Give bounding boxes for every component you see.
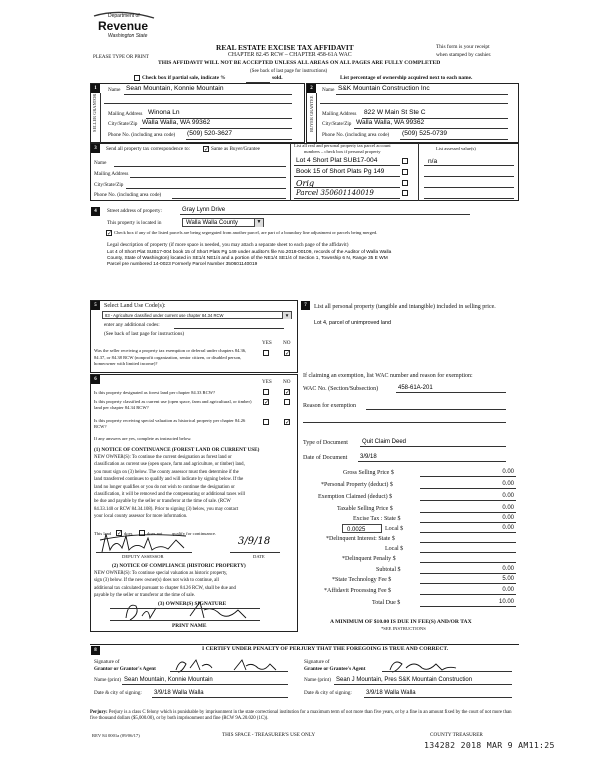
same-as-buyer-checkbox[interactable]: ✓: [204, 146, 210, 153]
seller-city[interactable]: Walla Walla, WA 99362: [142, 119, 211, 126]
notice-continuance-line: NEW OWNER(S): To continue the current designation as forest land or: [94, 455, 232, 460]
wac-label: WAC No. (Section/Subsection): [303, 386, 379, 392]
s3-city-label: City/State/Zip: [94, 182, 124, 188]
affidavit-fee-label: *Affidavit Processing Fee $: [324, 588, 392, 594]
parcel-header-2: numbers – check box if personal property: [304, 149, 381, 154]
q-complete: If any answers are yes, complete as instructed below.: [94, 436, 192, 441]
notice-continuance-title: (1) NOTICE OF CONTINUANCE (FOREST LAND OR CURRENT USE): [94, 447, 260, 453]
same-as-buyer-label: Same as Buyer/Grantee: [211, 146, 260, 152]
treasurer-space: THIS SPACE - TREASURER'S USE ONLY: [222, 732, 316, 738]
taxable-label: Taxable Selling Price $: [337, 506, 393, 512]
notice-compliance-line: sign (3) below. If the new owner(s) does not wish to continue, all: [94, 578, 219, 584]
grantor-name[interactable]: Sean Mountain, Konnie Mountain: [124, 677, 213, 683]
personal-value[interactable]: 0.00: [502, 481, 514, 487]
section-6-number: 6: [91, 375, 100, 384]
notice-continuance-line: your local county assessor for more information.: [94, 514, 188, 520]
parcel-4-personal-checkbox[interactable]: [402, 190, 408, 196]
grantee-name[interactable]: Sean J Mountain, Pres S&K Mountain Construction: [336, 677, 473, 683]
s6-no: NO: [283, 379, 291, 385]
buyer-address-label: Mailing Address: [322, 111, 357, 117]
delinquent-local-label: Local $: [385, 546, 404, 552]
wac-value[interactable]: 458-61A-201: [398, 385, 433, 391]
exemption-label: If claiming an exemption, list WAC number and reason for exemption:: [303, 373, 473, 379]
buyer-phone[interactable]: (509) 525-0739: [402, 130, 448, 137]
print-note: PLEASE TYPE OR PRINT: [93, 55, 149, 60]
does-checkbox[interactable]: ✓: [117, 530, 123, 537]
located-label: This property is located in: [107, 220, 162, 226]
form-title: REAL ESTATE EXCISE TAX AFFIDAVIT: [216, 43, 354, 52]
qualify-label: qualify for continuance.: [172, 531, 217, 536]
sold-label: sold.: [272, 75, 283, 81]
local-rate-box[interactable]: [342, 524, 382, 533]
legal-line-2[interactable]: County, State of Washington) located in SE1/4 NE1/4 and a portion of the NE1/4 SE1/4 of Section 1, Township 6 N, Range 35 E WM: [107, 256, 388, 261]
section-5-number: 5: [91, 301, 100, 310]
notice-continuance-line: classification as current use (open space, farm and agriculture, or timber) land,: [94, 462, 245, 468]
personal-label: *Personal Property (deduct) $: [321, 482, 393, 488]
section-4: [90, 203, 519, 295]
additional-codes-label: enter any additional codes:: [104, 322, 160, 328]
grantee-signature: [384, 656, 484, 676]
buyer-name[interactable]: S&K Mountain Construction Inc: [338, 85, 430, 92]
exempt-no-checkbox[interactable]: ✓: [285, 350, 291, 357]
form-subtitle: CHAPTER 82.45 RCW – CHAPTER 458-61A WAC: [228, 52, 352, 58]
print-name-label: PRINT NAME: [172, 623, 207, 629]
form-warning: THIS AFFIDAVIT WILL NOT BE ACCEPTED UNLESS ALL AREAS ON ALL PAGES ARE FULLY COMPLETED: [158, 60, 441, 66]
subtotal-value[interactable]: 0.00: [502, 566, 514, 572]
q-forest: Is this property designated as forest land per chapter 84.33 RCW?: [94, 390, 216, 395]
minimum-note: A MINIMUM OF $10.00 IS DUE IN FEE(S) AND/OR TAX: [330, 619, 472, 625]
historic-yes-checkbox[interactable]: [263, 419, 269, 425]
grantor-date[interactable]: 3/9/18 Walla Walla: [154, 690, 204, 696]
legal-line-1[interactable]: Lot 4 of Short Plat SUB17-004 book 15 of Short Plats Pg 149 under auditor's file No.2018-00109, records of the Auditor of Walla Walla: [107, 250, 392, 255]
grantee-sig-label-1: Signature of: [304, 659, 330, 665]
grantor-date-label: Date & city of signing:: [94, 690, 142, 696]
deputy-assessor-label: DEPUTY ASSESSOR: [122, 554, 164, 559]
parcel-3[interactable]: Orig: [296, 179, 315, 188]
tech-fee-label: *State Technology Fee $: [332, 577, 392, 583]
ownership-note: List percentage of ownership acquired next to each name.: [340, 75, 473, 81]
section-1-number: 1: [91, 84, 100, 93]
partial-sale-label: Check box if partial sale, indicate %: [142, 75, 226, 81]
street-address[interactable]: Gray Lynn Drive: [182, 207, 226, 213]
segregated-checkbox[interactable]: ✓: [107, 230, 113, 237]
seller-address-label: Mailing Address: [108, 111, 143, 117]
legal-label: Legal description of property (if more space is needed, you may attach a separate sheet to each page of the affidavit): [107, 242, 349, 248]
assessed-value[interactable]: n/a: [428, 158, 438, 165]
notice-compliance-line: NEW OWNER(S): To continue special valuation as historic property,: [94, 571, 228, 576]
state-tax-label: Excise Tax : State $: [353, 516, 401, 522]
s5-see-back: (See back of last page for instructions): [104, 331, 185, 337]
see-back-note: (See back of last page for instructions): [250, 69, 328, 74]
see-instructions: *SEE INSTRUCTIONS: [381, 626, 426, 631]
parcel-3-personal-checkbox[interactable]: [402, 180, 408, 186]
seller-city-label: City/State/Zip: [108, 121, 138, 127]
notice-continuance-line: you must sign on (3) below. The county assessor must then determine if the: [94, 469, 239, 475]
send-tax-label: Send all property tax correspondence to:: [106, 146, 190, 152]
s3-phone-label: Phone No. (including area code): [94, 192, 162, 198]
notice-continuance-line: be due and payable by the seller or transferor at the time of sale. (RCW: [94, 499, 231, 505]
grantee-date[interactable]: 3/9/18 Walla Walla: [366, 690, 416, 696]
q-current: Is this property classified as current use (open space, farm and agricultural, or timber) land per chapter 84.34 RCW?: [94, 399, 252, 411]
forest-no-checkbox[interactable]: ✓: [285, 389, 291, 396]
seller-side-label: SELLER GRANTOR: [92, 93, 97, 132]
buyer-name-label: Name: [322, 87, 335, 93]
legal-line-3[interactable]: Parcel pre numbered 14-0023 Formerly Parcel Number 350601140019: [107, 262, 258, 267]
buyer-side-label: BUYER GRANTEE: [309, 95, 314, 132]
parcel-header-1: List all real and personal property tax parcel account: [294, 143, 391, 148]
does-label: does: [124, 531, 133, 536]
local-tax-label: Local $: [385, 526, 404, 532]
notice-compliance-line: additional tax calculated pursuant to chapter 84.26 RCW, shall be due and: [94, 585, 236, 591]
chevron-down-icon: ▼: [254, 219, 263, 227]
grantor-name-label: Name (print): [94, 677, 121, 683]
delinquent-state-label: *Delinquent Interest: State $: [326, 536, 395, 542]
exemption-claimed-value[interactable]: 0.00: [502, 493, 514, 499]
segregated-label: Check box if any of the listed parcels are being segregated from another parcel, are part of a boundary line adjustment or parcels being merged.: [114, 230, 378, 235]
grantor-sig-label-2: Grantor or Grantor's Agent: [94, 666, 156, 672]
taxable-value[interactable]: 0.00: [502, 505, 514, 511]
q-historic: Is this property receiving special valuation as historical property per chapter 84.26 RCW?: [94, 418, 246, 430]
exemption-claimed-label: Exemption Claimed (deduct) $: [318, 494, 393, 500]
buyer-phone-label: Phone No. (including area code): [322, 132, 390, 138]
grantor-signature: [172, 656, 292, 676]
land-use-chevron-icon: ▼: [282, 312, 291, 319]
exemption-reason-label: Reason for exemption: [303, 403, 356, 409]
buyer-address[interactable]: 822 W Main St Ste C: [364, 109, 426, 116]
assessor-date-label: DATE: [253, 554, 265, 559]
grantee-date-label: Date & city of signing:: [304, 690, 352, 696]
parcel-2-personal-checkbox[interactable]: [402, 169, 408, 175]
tech-fee-value[interactable]: 5.00: [502, 576, 514, 582]
notice-compliance-line: payable by the seller or transferor at the time of sale.: [94, 593, 196, 599]
notice-compliance-title: (2) NOTICE OF COMPLIANCE (HISTORIC PROPERTY): [112, 563, 246, 569]
notice-continuance-line: land transferred continues to qualify and will indicate by signing below. If the: [94, 477, 244, 483]
notice-continuance-line: classification, it will be removed and the compensating or additional taxes will: [94, 492, 246, 497]
county-treasurer: COUNTY TREASURER: [430, 732, 483, 738]
land-use-select[interactable]: [102, 311, 292, 319]
perjury-label: Perjury:: [90, 710, 108, 715]
receipt-note-2: when stamped by cashier.: [436, 52, 492, 58]
land-use-label: Select Land Use Code(s):: [104, 303, 166, 309]
parcel-4[interactable]: Parcel 350601140019: [296, 189, 374, 197]
certify-text: I CERTIFY UNDER PENALTY OF PERJURY THAT THE FOREGOING IS TRUE AND CORRECT.: [202, 646, 449, 652]
grantee-sig-label-2: Grantee or Grantee's Agent: [304, 666, 366, 672]
s3-address-label: Mailing Address: [94, 171, 129, 177]
seller-name[interactable]: Sean Mountain, Konnie Mountain: [126, 85, 224, 92]
receipt-note-1: This form is your receipt: [436, 44, 490, 50]
s3-name-label: Name: [94, 160, 107, 166]
perjury-text-2: a fine in an amount fixed by the court of not more than five thousand dollars ($5,000.00), or by both imprisonment and fine (RCW 9A.20.020 (1C)).: [90, 710, 512, 722]
land-line-label: This land: [94, 531, 112, 536]
logo-state: Washington State: [108, 33, 148, 39]
assessed-header: List assessed value(s): [436, 146, 476, 151]
grantor-sig-label-1: Signature of: [94, 659, 120, 665]
historic-no-checkbox[interactable]: ✓: [285, 419, 291, 426]
parcel-1[interactable]: Lot 4 Short Plat SUB17-004: [296, 157, 378, 164]
s5-no: NO: [283, 340, 291, 346]
logo-revenue: Revenue: [98, 19, 149, 33]
current-no-checkbox[interactable]: [284, 399, 290, 405]
doc-date[interactable]: 3/9/18: [360, 454, 377, 460]
county-select[interactable]: [182, 218, 264, 227]
assessor-date[interactable]: 3/9/18: [238, 536, 271, 547]
section-3-number: 3: [91, 144, 100, 153]
buyer-city-label: City/State/Zip: [322, 121, 352, 127]
affidavit-fee-value[interactable]: 0.00: [502, 587, 514, 593]
dor-logo: [90, 10, 160, 46]
section-8-number: 8: [91, 646, 100, 655]
current-yes-checkbox[interactable]: ✓: [264, 399, 270, 406]
land-use-code: 83 - Agriculture classified under current use chapter 84.34 RCW: [105, 312, 224, 318]
section-7-number: 7: [301, 301, 310, 310]
section-2-number: 2: [307, 84, 316, 93]
doc-date-label: Date of Document: [303, 455, 348, 461]
parcel-1-personal-checkbox[interactable]: [402, 158, 408, 164]
delinquent-penalty-label: *Delinquent Penalty $: [342, 556, 396, 562]
grantee-name-label: Name (print): [304, 677, 331, 683]
gross-label: Gross Selling Price $: [343, 470, 394, 476]
forest-yes-checkbox[interactable]: [263, 389, 269, 395]
exempt-question: Was the seller receiving a property tax exemption or deferral under chapters 84.36, 84.37, or 84.38 RCW (nonprofit organization, senior citizen, or disabled person, homeowner with limited income)?: [94, 348, 247, 367]
seller-name-label: Name: [108, 87, 121, 93]
doc-type[interactable]: Quit Claim Deed: [362, 439, 407, 445]
personal-property-label: List all personal property (tangible and intangible) included in selling price.: [314, 304, 496, 310]
seller-phone[interactable]: (509) 520-3627: [187, 130, 233, 137]
perjury-text: Perjury is a class C felony which is punishable by imprisonment in the state correctional institution for a maximum term of not more than five years, or by: [108, 710, 406, 715]
seller-address[interactable]: Winona Ln: [148, 109, 180, 116]
seller-phone-label: Phone No. (including area code): [108, 132, 176, 138]
partial-sale-checkbox[interactable]: [134, 75, 140, 81]
notice-continuance-line: 84.33.140 or RCW 84.34.108). Prior to signing (3) below, you may contact: [94, 506, 239, 512]
buyer-city[interactable]: Walla Walla, WA 99362: [356, 119, 425, 126]
perjury-notice: [90, 710, 519, 723]
exempt-yes-checkbox[interactable]: [263, 350, 269, 356]
s5-yes: YES: [262, 340, 272, 346]
county-value: Walla Walla County: [186, 220, 238, 226]
state-tax-value[interactable]: 0.00: [502, 515, 514, 521]
total-due-label: Total Due $: [372, 600, 401, 606]
parcel-2[interactable]: Book 15 of Short Plats Pg 149: [296, 168, 385, 175]
s6-yes: YES: [262, 379, 272, 385]
does-not-label: does not: [147, 531, 163, 536]
treasurer-stamp: 134282 2018 MAR 9 AM11:25: [424, 740, 555, 750]
personal-property-value[interactable]: Lot 4, parcel of unimproved land: [314, 320, 392, 326]
notice-continuance-line: land no longer qualifies or you do not wish to continue the designation or: [94, 484, 235, 490]
subtotal-label: Subtotal $: [376, 567, 401, 573]
doc-type-label: Type of Document: [303, 440, 348, 446]
local-rate: 0.0025: [347, 526, 366, 533]
section-4-number: 4: [91, 207, 100, 216]
total-due-value[interactable]: 10.00: [498, 599, 514, 605]
street-label: Street address of property:: [107, 208, 162, 214]
logo-dept: Department of: [108, 13, 140, 19]
gross-value[interactable]: 0.00: [502, 469, 514, 475]
form-number: REV 84 0001a (09/06/17): [92, 733, 140, 738]
local-tax-value[interactable]: 0.00: [502, 525, 514, 531]
owner-signature-label: (3) OWNER(S) SIGNATURE: [158, 601, 227, 607]
